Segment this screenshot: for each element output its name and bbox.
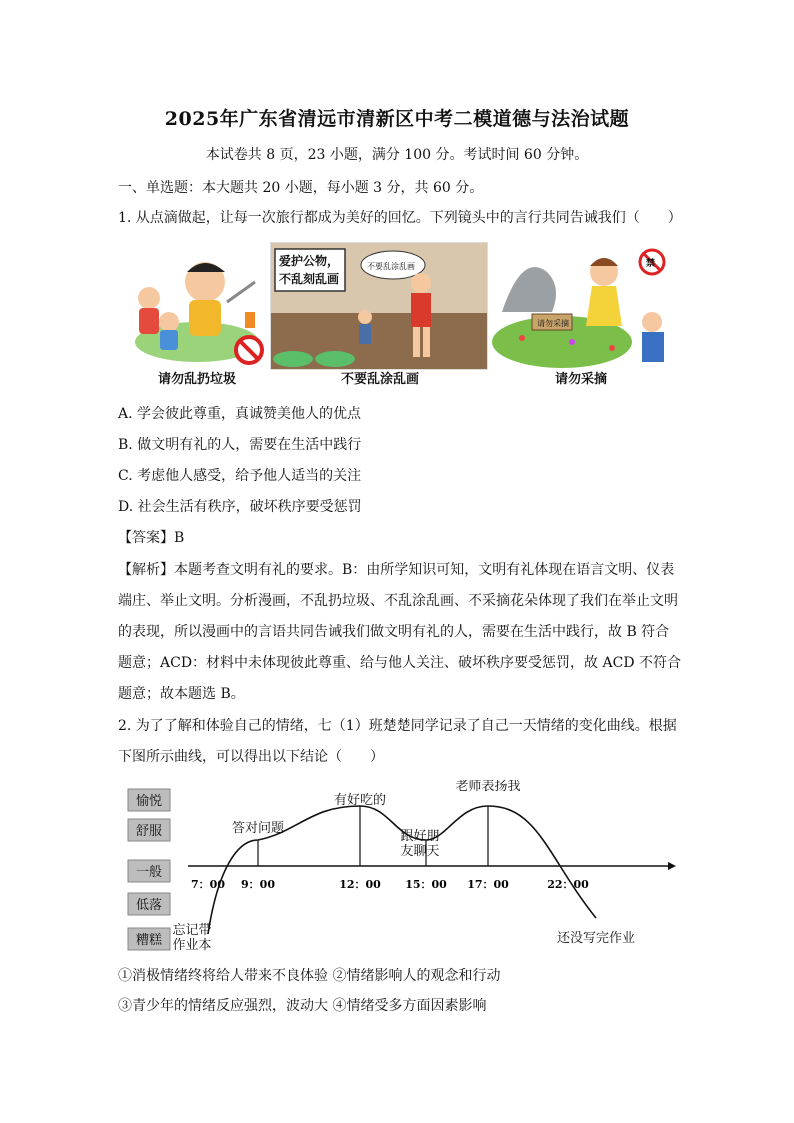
q1-stem: 1. 从点滴做起，让每一次旅行都成为美好的回忆。下列镜头中的言行共同告诫我们（ ）	[118, 210, 682, 226]
tick-label: 12：00	[339, 878, 381, 891]
analysis-line-3: 的表现，所以漫画中的言语共同告诫我们做文明有礼的人，需要在生活中践行，故 B 符合	[118, 624, 670, 640]
annotation-label: 忘记带	[172, 923, 212, 938]
level-box-3	[128, 860, 170, 882]
exam-info: 本试卷共 8 页，23 小题，满分 100 分。考试时间 60 分钟。	[205, 147, 589, 163]
comic-graffiti-illustration	[271, 243, 487, 369]
annotation-label: 老师表扬我	[455, 780, 521, 794]
level-boxes	[128, 789, 170, 950]
level-label: 低落	[135, 898, 163, 913]
statements-line-1: ①消极情绪终将给人带来不良体验 ②情绪影响人的观念和行动	[118, 968, 501, 984]
analysis-line-5: 题意；故本题选 B。	[118, 686, 245, 702]
q2-stem-line-2: 下图所示曲线，可以得出以下结论（ ）	[118, 749, 384, 765]
answer: 【答案】B	[118, 530, 185, 546]
svg-text:请勿采摘: 请勿采摘	[537, 319, 569, 328]
analysis-line-4: 题意；ACD：材料中未体现彼此尊重、给与他人关注、破坏秩序要受惩罚，故 ACD 不符合	[118, 655, 681, 671]
level-box-4	[128, 893, 170, 915]
annotation-label: 答对问题	[231, 821, 285, 836]
option-d: D. 社会生活有秩序，破坏秩序要受惩罚	[118, 499, 362, 515]
option-c: C. 考虑他人感受，给予他人适当的关注	[118, 468, 362, 484]
tick-label: 15：00	[405, 878, 447, 891]
option-b: B. 做文明有礼的人，需要在生活中践行	[118, 437, 362, 453]
analysis-line-1: 【解析】本题考查文明有礼的要求。B：由所学知识可知，文明有礼体现在语言文明、仪表	[118, 562, 675, 578]
tick-label: 9：00	[241, 878, 275, 891]
svg-text:不要乱涂乱画: 不要乱涂乱画	[367, 262, 415, 271]
section-heading: 一、单选题：本大题共 20 小题，每小题 3 分，共 60 分。	[118, 180, 484, 196]
annotation-label: 有好吃的	[333, 793, 387, 808]
level-label: 一般	[135, 865, 163, 880]
tick-lines	[258, 806, 488, 866]
q2-stem-line-1: 2. 为了了解和体验自己的情绪，七（1）班楚楚同学记录了自己一天情绪的变化曲线。根据	[118, 718, 677, 734]
level-box-2	[128, 819, 170, 841]
tick-label: 7：00	[191, 878, 225, 891]
svg-text:爱护公物，: 爱护公物，	[279, 254, 340, 268]
axis-arrow	[668, 862, 676, 870]
level-box-5	[128, 928, 170, 950]
comic-graffiti	[270, 242, 488, 370]
page-title: 2025年广东省清远市清新区中考二模道德与法治试题	[164, 108, 630, 130]
level-label: 糟糕	[135, 933, 163, 948]
statements-line-2: ③青少年的情绪反应强烈，波动大 ④情绪受多方面因素影响	[118, 998, 487, 1014]
tick-labels	[191, 878, 589, 891]
caption-graffiti: 不要乱涂乱画	[340, 372, 419, 387]
annotation-label: 还没写完作业	[556, 931, 636, 946]
svg-text:不乱刻乱画: 不乱刻乱画	[279, 272, 340, 286]
annotation-label: 跟好朋	[400, 829, 440, 844]
analysis-line-2: 端庄、举止文明。分析漫画，不乱扔垃圾、不乱涂乱画、不采摘花朵体现了我们在举止文明	[118, 593, 678, 609]
level-box-1	[128, 789, 170, 811]
annotation-label: 作业本	[172, 938, 212, 953]
comic-flowers	[492, 242, 670, 368]
comic-litter	[127, 242, 267, 368]
level-label: 愉悦	[135, 794, 163, 809]
tick-label: 17：00	[467, 878, 509, 891]
comic-litter-illustration	[127, 242, 267, 368]
emotion-curve-chart	[118, 780, 678, 960]
tick-label: 22：00	[547, 878, 589, 891]
svg-text:禁: 禁	[646, 259, 656, 269]
caption-litter: 请勿乱扔垃圾	[157, 372, 236, 387]
annotation-label: 友聊天	[400, 844, 440, 859]
comic-flowers-illustration	[492, 242, 670, 368]
caption-flowers: 请勿采摘	[554, 372, 607, 387]
level-label: 舒服	[135, 824, 163, 839]
option-a: A. 学会彼此尊重，真诚赞美他人的优点	[118, 406, 362, 422]
